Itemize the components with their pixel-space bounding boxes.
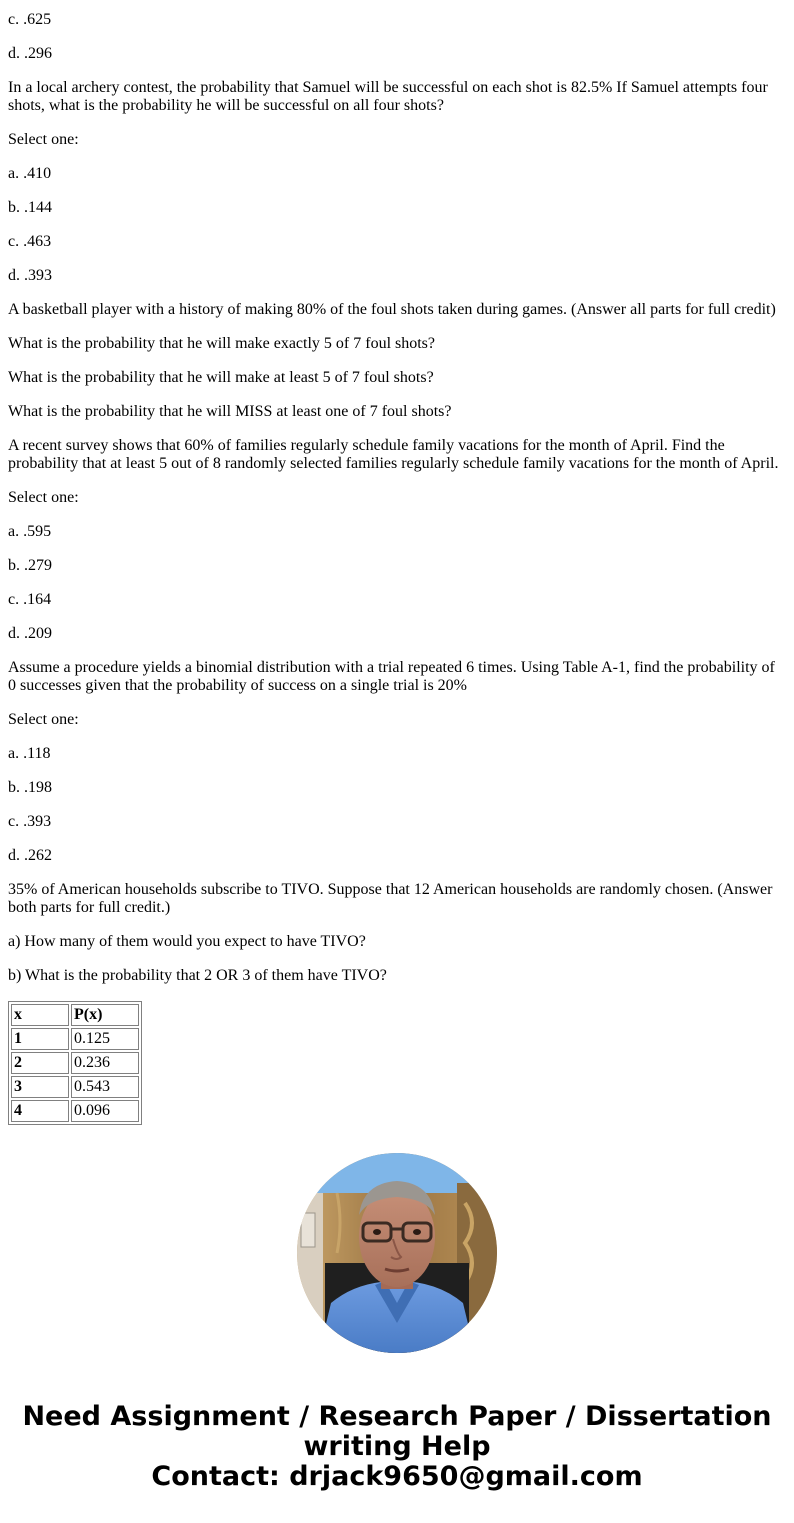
- table-cell-x: 1: [11, 1028, 69, 1050]
- table-cell-x: 2: [11, 1052, 69, 1074]
- select-one-label: Select one:: [8, 711, 79, 728]
- banner-headline-line2: writing Help: [303, 1431, 491, 1462]
- question-part: b) What is the probability that 2 OR 3 of them have TIVO?: [8, 967, 387, 984]
- banner-contact-email: Contact: drjack9650@gmail.com: [151, 1461, 643, 1492]
- answer-option: c. .393: [8, 813, 52, 830]
- question-part: What is the probability that he will MISS at least one of 7 foul shots?: [8, 403, 452, 420]
- answer-option: d. .393: [8, 267, 52, 284]
- table-header-px: P(x): [71, 1004, 139, 1026]
- answer-option: b. .279: [8, 557, 52, 574]
- answer-option: c. .164: [8, 591, 52, 608]
- answer-option: a. .595: [8, 523, 52, 540]
- table-row: [11, 1028, 139, 1050]
- question-text: In a local archery contest, the probability that Samuel will be successful on each shot is 82.5% If Samuel attempts four shots, what is the probability he will be successful on all four shots?: [8, 79, 768, 114]
- table-header-x: x: [11, 1004, 69, 1026]
- table-row: [11, 1052, 139, 1074]
- question-part: a) How many of them would you expect to have TIVO?: [8, 933, 366, 950]
- table-cell-x: 4: [11, 1100, 69, 1122]
- answer-option: d. .296: [8, 45, 52, 62]
- table-cell-x: 3: [11, 1076, 69, 1098]
- table-cell-px: 0.543: [71, 1076, 139, 1098]
- answer-option: c. .625: [8, 11, 52, 28]
- answer-option: b. .198: [8, 779, 52, 796]
- select-one-label: Select one:: [8, 131, 79, 148]
- table-cell-px: 0.125: [71, 1028, 139, 1050]
- banner-headline-line1: Need Assignment / Research Paper / Dissertation: [22, 1401, 772, 1432]
- answer-option: a. .118: [8, 745, 51, 762]
- probability-table: [8, 1001, 142, 1125]
- answer-option: c. .463: [8, 233, 52, 250]
- avatar-portrait-image: [297, 1153, 497, 1353]
- document-body: [8, 11, 786, 1125]
- answer-option: b. .144: [8, 199, 52, 216]
- table-cell-px: 0.236: [71, 1052, 139, 1074]
- answer-option: d. .262: [8, 847, 52, 864]
- answer-option: d. .209: [8, 625, 52, 642]
- question-part: What is the probability that he will make exactly 5 of 7 foul shots?: [8, 335, 436, 352]
- table-row: [11, 1100, 139, 1122]
- author-avatar: [297, 1153, 497, 1353]
- table-header-row: [11, 1004, 139, 1026]
- select-one-label: Select one:: [8, 489, 79, 506]
- question-text: A recent survey shows that 60% of families regularly schedule family vacations for the month of April. Find the probability that at least 5 out of 8 randomly selected families regularly schedule family vacations for the month of April.: [8, 437, 779, 472]
- question-part: What is the probability that he will make at least 5 of 7 foul shots?: [8, 369, 434, 386]
- contact-banner: [0, 1402, 794, 1492]
- question-text: 35% of American households subscribe to TIVO. Suppose that 12 American households are randomly chosen. (Answer both parts for full credit.): [8, 881, 773, 916]
- table-cell-px: 0.096: [71, 1100, 139, 1122]
- answer-option: a. .410: [8, 165, 52, 182]
- table-row: [11, 1076, 139, 1098]
- question-text: Assume a procedure yields a binomial distribution with a trial repeated 6 times. Using Table A-1, find the probability of 0 successes given that the probability of success on a single trial is 20%: [8, 659, 775, 694]
- question-text: A basketball player with a history of making 80% of the foul shots taken during games. (Answer all parts for full credit): [8, 301, 776, 318]
